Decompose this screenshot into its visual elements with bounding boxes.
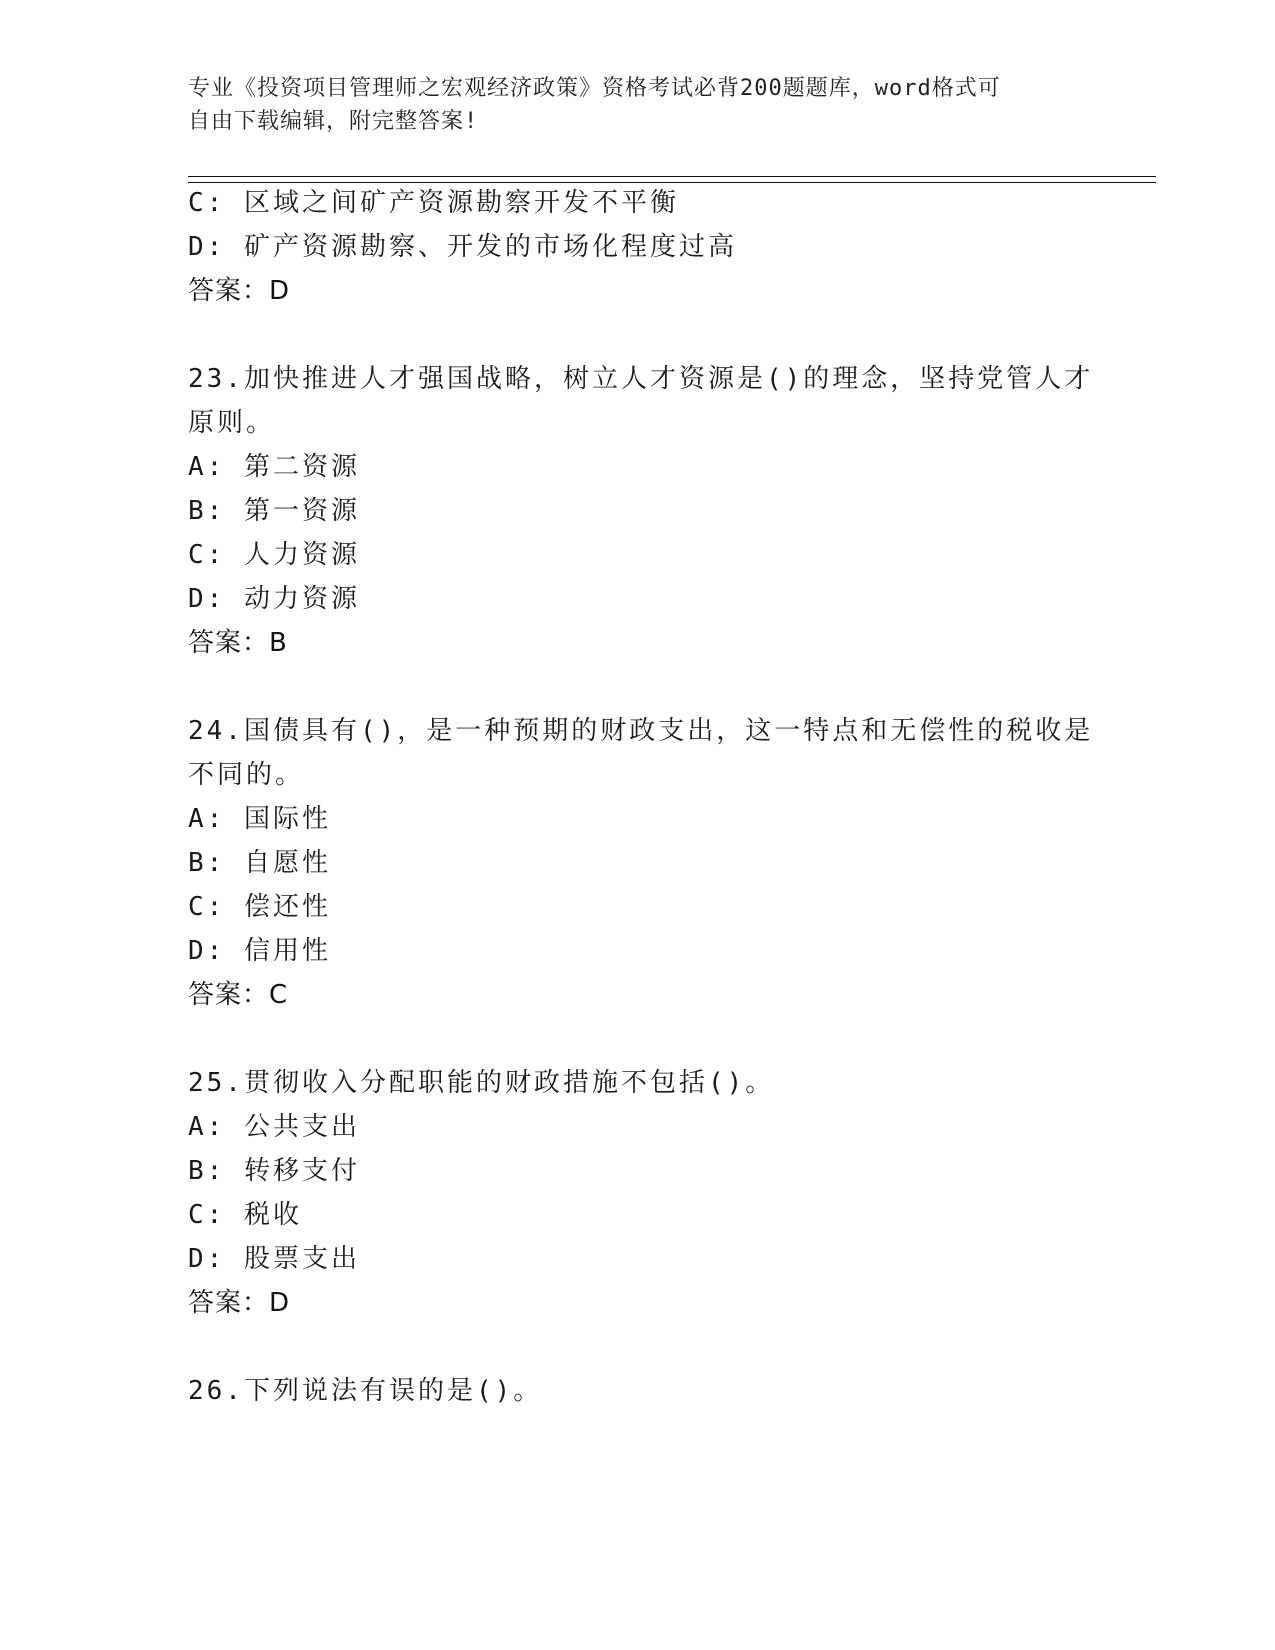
q23-option-a: A: 第二资源 [188, 452, 360, 482]
q25-option-c: C: 税收 [188, 1200, 302, 1230]
q23-option-c: C: 人力资源 [188, 540, 360, 570]
header-title-line2: 自由下载编辑，附完整答案! [188, 109, 479, 134]
q25-stem-line1: 25.贯彻收入分配职能的财政措施不包括()。 [188, 1068, 775, 1098]
header-divider-bottom [188, 182, 1156, 183]
q24-option-b: B: 自愿性 [188, 848, 331, 878]
document-header [188, 72, 1068, 138]
header-divider-top [188, 176, 1156, 177]
q23-stem-line1: 23.加快推进人才强国战略，树立人才资源是()的理念，坚持党管人才 [188, 364, 1094, 394]
q24-stem-line2: 不同的。 [188, 760, 305, 790]
q25-option-d: D: 股票支出 [188, 1244, 360, 1274]
q24-option-a: A: 国际性 [188, 804, 331, 834]
q22-answer: 答案：D [188, 276, 291, 306]
q23-answer: 答案：B [188, 628, 288, 658]
q22-option-d: D: 矿产资源勘察、开发的市场化程度过高 [188, 232, 737, 262]
q26-stem-line1: 26.下列说法有误的是()。 [188, 1376, 543, 1406]
q25-answer: 答案：D [188, 1288, 291, 1318]
q22-option-c: C: 区域之间矿产资源勘察开发不平衡 [188, 188, 679, 218]
q23-option-b: B: 第一资源 [188, 496, 360, 526]
q23-option-d: D: 动力资源 [188, 584, 360, 614]
q24-option-c: C: 偿还性 [188, 892, 331, 922]
q24-answer: 答案：C [188, 980, 289, 1010]
q25-option-a: A: 公共支出 [188, 1112, 360, 1142]
q25-option-b: B: 转移支付 [188, 1156, 360, 1186]
header-title-line1: 专业《投资项目管理师之宏观经济政策》资格考试必背200题题库，word格式可 [188, 76, 1001, 101]
q23-stem-line2: 原则。 [188, 408, 276, 438]
q24-stem-line1: 24.国债具有()，是一种预期的财政支出，这一特点和无偿性的税收是 [188, 716, 1094, 746]
q24-option-d: D: 信用性 [188, 936, 331, 966]
